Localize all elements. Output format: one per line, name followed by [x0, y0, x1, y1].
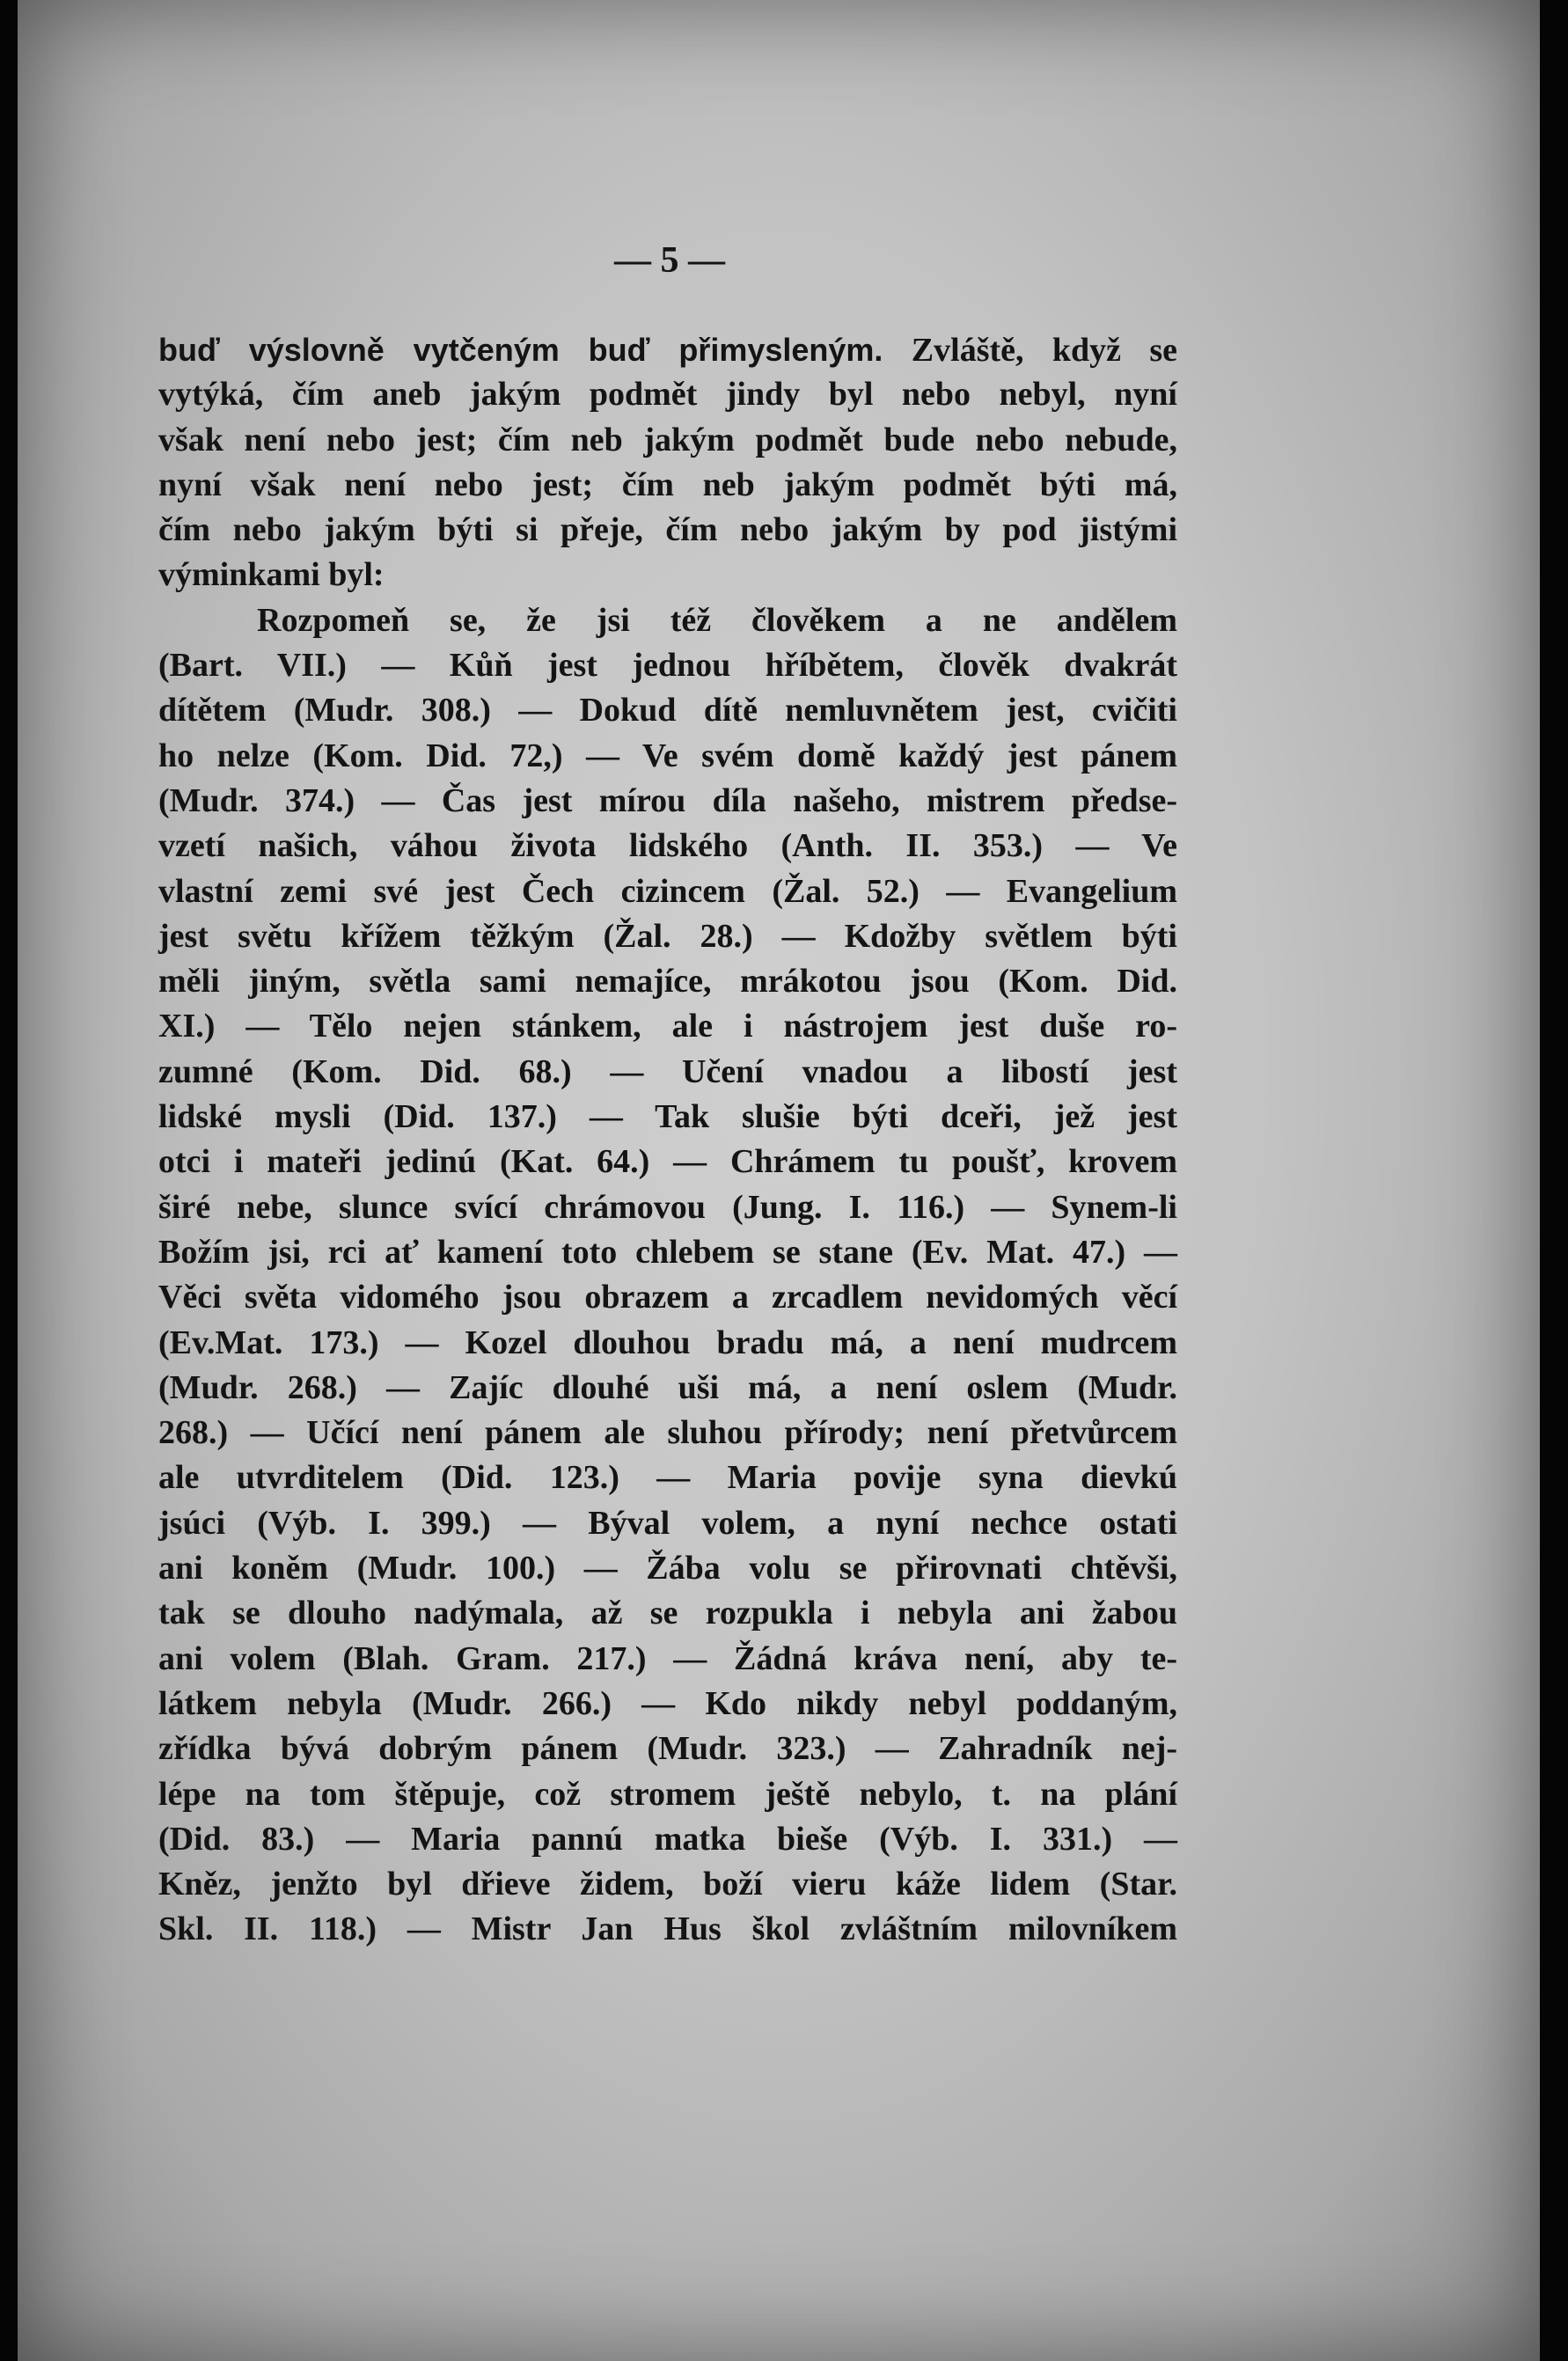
sans-emphasis-text: buď výslovně vytčeným buď přimysleným. [158, 332, 883, 368]
text-line-20: širé nebe, slunce svící chrámovou (Jung. I. 116.) — Synem-li [158, 1188, 1177, 1226]
text-line-35: Kněz, jenžto byl dřieve židem, boží vieru káže lidem (Star. [158, 1866, 1177, 1903]
text-line-11: (Mudr. 374.) — Čas jest mírou díla našeho, mistrem předse- [158, 781, 1177, 819]
text-line-14: jest světu křížem těžkým (Žal. 28.) — Kdožby světlem býti [158, 917, 1177, 955]
text-line-1 [158, 327, 1177, 372]
text-line-6: výminkami byl: [158, 556, 385, 594]
text-line-26: ale utvrditelem (Did. 123.) — Maria povije syna dievkú [158, 1459, 1177, 1497]
text-line-27: jsúci (Výb. I. 399.) — Býval volem, a nyní nechce ostati [158, 1504, 1177, 1542]
text-line-22: Věci světa vidomého jsou obrazem a zrcadlem nevidomých věcí [158, 1279, 1177, 1316]
page-number: — 5 — [614, 240, 725, 281]
text-line-32: zřídka bývá dobrým pánem (Mudr. 323.) — Zahradník nej- [158, 1730, 1177, 1768]
text-line-12: vzetí našich, váhou života lidského (Anth. II. 353.) — Ve [158, 827, 1177, 865]
text-line-13: vlastní zemi své jest Čech cizincem (Žal. 52.) — Evangelium [158, 872, 1177, 910]
text-line-7: Rozpomeň se, že jsi též člověkem a ne andělem [257, 601, 1177, 639]
text-line-28: ani koněm (Mudr. 100.) — Žába volu se přirovnati chtěvši, [158, 1550, 1177, 1587]
text-line-25: 268.) — Učící není pánem ale sluhou přírody; není přetvůrcem [158, 1414, 1177, 1452]
text-line-5: čím nebo jakým býti si přeje, čím nebo jakým by pod jistými [158, 511, 1177, 549]
scan-right-edge [1540, 0, 1568, 2361]
text-line-9: dítětem (Mudr. 308.) — Dokud dítě nemluvnětem jest, cvičiti [158, 692, 1177, 730]
text-line-1-rest: Zvláště, když se [883, 332, 1178, 369]
body-text [158, 327, 1177, 1953]
text-line-30: ani volem (Blah. Gram. 217.) — Žádná kráva není, aby te- [158, 1639, 1177, 1677]
text-line-10: ho nelze (Kom. Did. 72,) — Ve svém domě každý jest pánem [158, 737, 1177, 774]
text-line-31: látkem nebyla (Mudr. 266.) — Kdo nikdy nebyl poddaným, [158, 1684, 1177, 1722]
text-line-15: měli jiným, světla sami nemajíce, mrákotou jsou (Kom. Did. [158, 963, 1177, 1001]
text-line-4: nyní však není nebo jest; čím neb jakým podmět býti má, [158, 466, 1177, 503]
text-line-33: lépe na tom štěpuje, což stromem ještě nebylo, t. na plání [158, 1775, 1177, 1813]
scan-left-edge [0, 0, 18, 2361]
text-line-29: tak se dlouho nadýmala, až se rozpukla i nebyla ani žabou [158, 1595, 1177, 1632]
text-line-36: Skl. II. 118.) — Mistr Jan Hus škol zvláštním milovníkem [158, 1910, 1177, 1948]
scanned-page [18, 0, 1540, 2361]
text-line-16: XI.) — Tělo nejen stánkem, ale i nástrojem jest duše ro- [158, 1008, 1177, 1045]
text-line-21: Božím jsi, rci ať kamení toto chlebem se stane (Ev. Mat. 47.) — [158, 1233, 1177, 1271]
text-line-24: (Mudr. 268.) — Zajíc dlouhé uši má, a není oslem (Mudr. [158, 1368, 1177, 1406]
text-line-3: však není nebo jest; čím neb jakým podmět bude nebo nebude, [158, 421, 1177, 458]
text-line-23: (Ev.Mat. 173.) — Kozel dlouhou bradu má, a není mudrcem [158, 1323, 1177, 1361]
text-line-18: lidské mysli (Did. 137.) — Tak slušie býti dceři, jež jest [158, 1098, 1177, 1136]
text-line-34: (Did. 83.) — Maria pannú matka bieše (Výb. I. 331.) — [158, 1820, 1177, 1858]
text-line-8: (Bart. VII.) — Kůň jest jednou hříbětem, člověk dvakrát [158, 647, 1177, 685]
text-line-17: zumné (Kom. Did. 68.) — Učení vnadou a libostí jest [158, 1052, 1177, 1090]
text-line-19: otci i mateři jedinú (Kat. 64.) — Chrámem tu poušť, krovem [158, 1143, 1177, 1181]
text-line-2: vytýká, čím aneb jakým podmět jindy byl nebo nebyl, nyní [158, 376, 1177, 414]
